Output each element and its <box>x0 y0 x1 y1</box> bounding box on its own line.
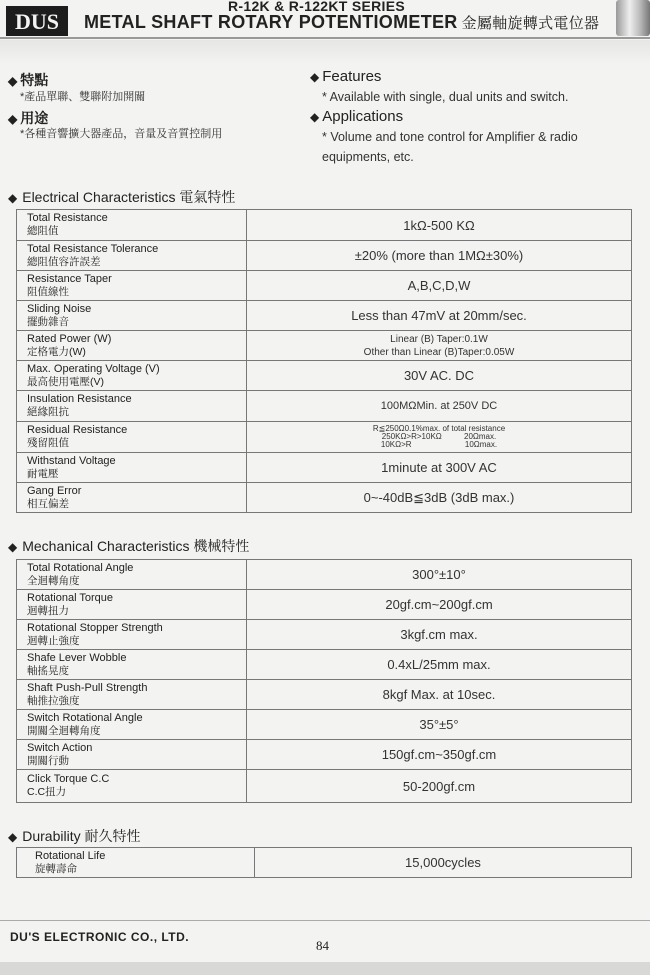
table-row <box>17 453 632 483</box>
applications-cn-text: *各種音響擴大器產品，音量及音質控制用 <box>20 128 223 140</box>
table-row <box>17 391 632 422</box>
features-cn-text: *產品單聯、雙聯附加開關 <box>20 91 146 103</box>
table-row <box>17 770 632 803</box>
table-row <box>17 560 632 590</box>
diamond-bullet-icon: ◆ <box>310 70 320 84</box>
features-heading: ◆ Features <box>310 68 382 85</box>
spec-value: 3kgf.cm max. <box>247 620 632 650</box>
table-row <box>17 361 632 391</box>
table-row <box>17 422 632 453</box>
applications-heading: ◆ Applications <box>310 108 404 125</box>
spec-value: A,B,C,D,W <box>247 271 632 301</box>
features-cn-heading: ◆ 特點 <box>8 72 49 88</box>
footer-rule <box>0 920 650 921</box>
spec-label: Total Resistance Tolerance 總阻值容許誤差 <box>17 241 247 271</box>
company-name: DU'S ELECTRONIC CO., LTD. <box>10 930 190 944</box>
spec-value: 1kΩ-500 KΩ <box>247 210 632 241</box>
header-shadow-band <box>0 40 650 64</box>
spec-label: Shafe Lever Wobble 軸搖晃度 <box>17 650 247 680</box>
spec-value: R≦250Ω0.1%max. of total resistance 250KΩ>R>10KΩ 20Ωmax. 10KΩ>R 10Ωmax. <box>247 422 632 453</box>
table-row <box>17 620 632 650</box>
spec-label: Gang Error 相互偏差 <box>17 483 247 513</box>
applications-text-line2: equipments, etc. <box>322 150 414 164</box>
svg-text:DUS: DUS <box>14 9 60 34</box>
spec-value: 300°±10° <box>247 560 632 590</box>
footer-band <box>0 962 650 975</box>
spec-value: Linear (B) Taper:0.1W Other than Linear (B)Taper:0.05W <box>247 331 632 361</box>
spec-label: Rotational Life 旋轉壽命 <box>17 848 255 878</box>
table-row <box>17 590 632 620</box>
diamond-bullet-icon: ◆ <box>8 112 18 126</box>
features-text: * Available with single, dual units and switch. <box>322 90 569 104</box>
document-title <box>84 12 599 33</box>
diamond-bullet-icon: ◆ <box>8 191 18 205</box>
spec-value: 100MΩMin. at 250V DC <box>247 391 632 422</box>
series-title: R-12K & R-122KT SERIES <box>228 0 405 14</box>
electrical-section-title: ◆ Electrical Characteristics 電氣特性 <box>8 189 236 205</box>
spec-label: Rotational Stopper Strength 迴轉止強度 <box>17 620 247 650</box>
table-row <box>17 241 632 271</box>
electrical-characteristics-table <box>16 209 632 513</box>
spec-label: Switch Rotational Angle 開關全迴轉角度 <box>17 710 247 740</box>
spec-label: Total Resistance 總阻值 <box>17 210 247 241</box>
dus-logo <box>6 6 68 36</box>
table-row <box>17 710 632 740</box>
header-rule <box>0 37 650 39</box>
spec-value: Less than 47mV at 20mm/sec. <box>247 301 632 331</box>
spec-label: Click Torque C.C C.C扭力 <box>17 770 247 803</box>
spec-label: Shaft Push-Pull Strength 軸推拉強度 <box>17 680 247 710</box>
table-row <box>17 301 632 331</box>
table-row <box>17 483 632 513</box>
mechanical-section-title: ◆ Mechanical Characteristics 機械特性 <box>8 538 250 554</box>
spec-value: ±20% (more than 1MΩ±30%) <box>247 241 632 271</box>
spec-label: Sliding Noise 擺動雜音 <box>17 301 247 331</box>
table-row <box>17 210 632 241</box>
spec-value: 8kgf Max. at 10sec. <box>247 680 632 710</box>
document-title-cn: 金屬軸旋轉式電位器 <box>461 15 600 32</box>
spec-label: Rotational Torque 迴轉扭力 <box>17 590 247 620</box>
spec-label: Total Rotational Angle 全迴轉角度 <box>17 560 247 590</box>
spec-value: 30V AC. DC <box>247 361 632 391</box>
spec-label: Max. Operating Voltage (V) 最高使用電壓(V) <box>17 361 247 391</box>
table-row <box>17 331 632 361</box>
diamond-bullet-icon: ◆ <box>8 540 18 554</box>
table-row <box>17 650 632 680</box>
spec-label: Rated Power (W) 定格電力(W) <box>17 331 247 361</box>
document-title-en: METAL SHAFT ROTARY POTENTIOMETER <box>84 12 458 32</box>
durability-table <box>16 847 632 878</box>
page-number: 84 <box>316 938 329 953</box>
spec-label: Insulation Resistance 絕緣阻抗 <box>17 391 247 422</box>
spec-value: 1minute at 300V AC <box>247 453 632 483</box>
diamond-bullet-icon: ◆ <box>310 110 320 124</box>
spec-value: 0.4xL/25mm max. <box>247 650 632 680</box>
spec-value: 15,000cycles <box>255 848 632 878</box>
diamond-bullet-icon: ◆ <box>8 830 18 844</box>
applications-text-line1: * Volume and tone control for Amplifier & radio <box>322 130 578 144</box>
spec-label: Withstand Voltage 耐電壓 <box>17 453 247 483</box>
spec-label: Residual Resistance 殘留阻值 <box>17 422 247 453</box>
diamond-bullet-icon: ◆ <box>8 74 18 88</box>
spec-value: 20gf.cm~200gf.cm <box>247 590 632 620</box>
shaft-illustration <box>616 0 650 36</box>
durability-section-title: ◆ Durability 耐久特性 <box>8 828 141 844</box>
table-row <box>17 848 632 878</box>
spec-label: Switch Action 開關行動 <box>17 740 247 770</box>
table-row <box>17 271 632 301</box>
mechanical-characteristics-table <box>16 559 632 803</box>
applications-cn-heading: ◆ 用途 <box>8 110 49 126</box>
spec-value: 0~-40dB≦3dB (3dB max.) <box>247 483 632 513</box>
spec-value: 150gf.cm~350gf.cm <box>247 740 632 770</box>
spec-value: 35°±5° <box>247 710 632 740</box>
table-row <box>17 740 632 770</box>
table-row <box>17 680 632 710</box>
spec-label: Resistance Taper 阻值線性 <box>17 271 247 301</box>
spec-value: 50-200gf.cm <box>247 770 632 803</box>
